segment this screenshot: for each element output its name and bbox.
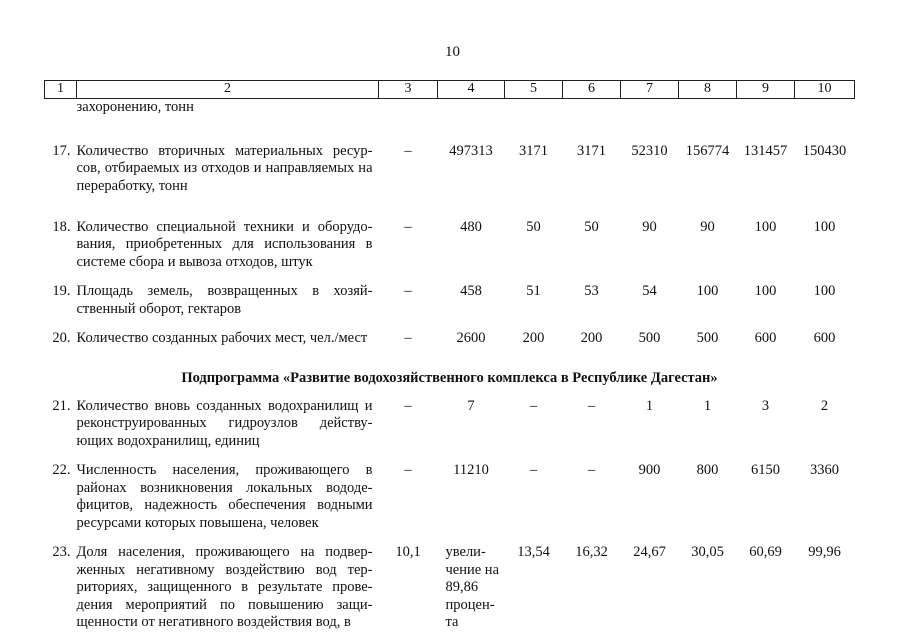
value-cell: 30,05	[691, 544, 724, 560]
value-cell: 24,67	[633, 544, 666, 560]
value-cell: 51	[526, 283, 541, 299]
value-cell: 53	[584, 283, 599, 299]
table-row	[45, 99, 855, 143]
table-row	[45, 398, 855, 463]
value-cell: 10,1	[395, 544, 421, 560]
table-row	[45, 330, 855, 366]
table-row	[45, 462, 855, 544]
indicator-name: Доля населения, проживающего на подвер-женных негативному воздействию вод тер-риториях, защищенного в результате прове-дения мероприятий по повышению защи-щенности от негативного воздействия вод, в	[76, 544, 373, 630]
table-row	[45, 283, 855, 330]
value-cell: 100	[754, 218, 777, 235]
value-cell: 600	[813, 330, 836, 346]
value-cell: 131457	[743, 142, 788, 159]
value-cell	[621, 99, 679, 143]
value-cell: 458	[460, 283, 482, 299]
value-cell: 100	[813, 283, 836, 299]
value-cell: 200	[522, 330, 545, 346]
header-row	[45, 81, 855, 99]
indicator-name: Количество специальной техники и оборудо-вания, приобретенных для использования в системе сбора и вывоза отходов, штук	[76, 218, 373, 270]
row-number: 22.	[52, 462, 71, 478]
value-cell: –	[587, 397, 596, 414]
row-number: 18.	[52, 218, 71, 235]
header-cell: 7	[621, 81, 679, 99]
indicator-name: Количество вновь созданных водохранилищ и реконструированных гидроузлов действу-ющих водохранилищ, единиц	[76, 397, 373, 449]
value-cell: 3171	[519, 142, 548, 159]
value-cell: 2	[820, 397, 829, 414]
row-number	[45, 99, 77, 143]
header-cell: 2	[77, 81, 379, 99]
value-cell: 1	[703, 397, 712, 414]
header-cell: 1	[45, 81, 77, 99]
value-cell: 497313	[449, 142, 493, 159]
row-number: 20.	[52, 330, 71, 346]
value-cell	[795, 99, 855, 143]
value-cell	[563, 99, 621, 143]
page-number: 10	[445, 44, 460, 60]
header-cell: 8	[679, 81, 737, 99]
value-cell: 99,96	[808, 544, 841, 560]
value-cell: 800	[696, 462, 719, 478]
value-cell: 156774	[685, 142, 730, 159]
header-cell: 10	[795, 81, 855, 99]
indicator-name: захоронению, тонн	[76, 99, 194, 115]
value-cell: 900	[638, 462, 661, 478]
value-cell: –	[404, 330, 412, 346]
section-heading-row	[45, 366, 855, 398]
value-cell	[679, 99, 737, 143]
value-cell: –	[404, 397, 412, 414]
value-cell: 11210	[453, 462, 489, 478]
value-cell: 3171	[577, 142, 606, 159]
value-cell: 480	[460, 218, 482, 235]
value-cell: 13,54	[517, 544, 550, 560]
value-cell	[505, 99, 563, 143]
value-cell: –	[529, 397, 538, 414]
value-cell: –	[587, 462, 596, 478]
value-cell: 2600	[456, 330, 486, 346]
value-cell: –	[404, 142, 412, 159]
value-cell: 90	[700, 218, 715, 235]
value-cell: 3360	[810, 462, 839, 478]
table-row	[45, 219, 855, 284]
value-cell: 500	[638, 330, 661, 346]
value-cell: 3	[761, 397, 770, 414]
value-cell: 7	[467, 397, 475, 414]
value-cell: 100	[696, 283, 719, 299]
table-row	[45, 143, 855, 219]
header-cell: 6	[563, 81, 621, 99]
value-cell: –	[529, 462, 538, 478]
value-cell: 50	[526, 218, 541, 235]
value-cell: 100	[813, 218, 836, 235]
value-cell: –	[404, 462, 412, 478]
header-cell: 9	[737, 81, 795, 99]
indicator-name: Количество созданных рабочих мест, чел./мест	[76, 330, 368, 346]
value-cell: 150430	[802, 142, 847, 159]
value-cell: –	[404, 218, 412, 235]
value-cell: 50	[584, 218, 599, 235]
value-cell: 600	[754, 330, 777, 346]
indicator-name: Численность населения, проживающего в районах возникновения локальных вододе-фицитов, надежность обеспечения водными ресурсами которых повышена, человек	[76, 462, 373, 531]
value-cell	[379, 99, 438, 143]
indicator-name: Количество вторичных материальных ресур-сов, отбираемых из отходов и направляемых на переработку, тонн	[76, 142, 373, 194]
value-cell: –	[404, 283, 412, 299]
value-cell: увели-чение на 89,86 процен-та	[445, 544, 500, 630]
row-number: 23.	[52, 544, 71, 560]
value-cell: 16,32	[575, 544, 608, 560]
value-cell: 1	[645, 397, 654, 414]
value-cell: 90	[642, 218, 657, 235]
value-cell: 100	[754, 283, 777, 299]
row-number: 21.	[52, 397, 71, 414]
indicator-name: Площадь земель, возвращенных в хозяй-ственный оборот, гектаров	[76, 283, 373, 317]
value-cell: 52310	[631, 142, 668, 159]
row-number: 17.	[52, 142, 71, 159]
header-cell: 3	[379, 81, 438, 99]
value-cell	[737, 99, 795, 143]
table-row	[45, 544, 855, 632]
header-cell: 5	[505, 81, 563, 99]
value-cell: 54	[642, 283, 657, 299]
value-cell	[438, 99, 505, 143]
row-number: 19.	[52, 283, 71, 299]
value-cell: 500	[696, 330, 719, 346]
value-cell: 200	[580, 330, 603, 346]
section-title: Подпрограмма «Развитие водохозяйственного комплекса в Республике Дагестан»	[181, 370, 718, 386]
value-cell: 6150	[751, 462, 780, 478]
header-cell: 4	[438, 81, 505, 99]
value-cell: 60,69	[749, 544, 782, 560]
indicators-table	[44, 80, 855, 632]
